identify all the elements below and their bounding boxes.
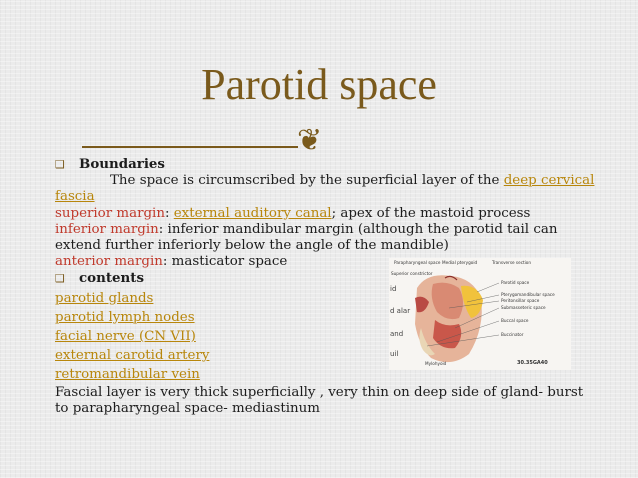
boundaries-heading: Boundaries	[79, 156, 165, 172]
label-pterygomandibular-space: Pterygomandibular space	[501, 292, 555, 297]
figure-code: 30.35GA40	[517, 360, 548, 366]
inferior-margin-label: inferior margin	[55, 221, 159, 237]
leader-line	[477, 283, 499, 292]
side-label: and	[390, 330, 404, 338]
retromandibular-vein-link[interactable]: retromandibular vein	[55, 367, 200, 383]
external-auditory-canal-link[interactable]: external auditory canal	[173, 205, 332, 221]
fascia-link[interactable]: fascia	[55, 189, 95, 205]
anterior-margin-label: anterior margin	[55, 254, 163, 270]
side-label: d alar	[390, 307, 411, 315]
label-transverse-section: Transverse section	[492, 260, 532, 265]
label-peritonsillar-space: Peritonsillar space	[501, 298, 540, 303]
label-parotid-space: Parotid space	[501, 280, 530, 285]
parotid-lymph-nodes-link[interactable]: parotid lymph nodes	[55, 309, 195, 325]
superior-margin-rest: ; apex of the mastoid process	[331, 205, 531, 221]
bullet-icon: ❑	[55, 272, 65, 286]
parotid-glands-link[interactable]: parotid glands	[55, 290, 154, 306]
title-underline	[82, 146, 298, 148]
anterior-margin-rest: : masticator space	[162, 254, 288, 270]
intro-line-2	[55, 189, 595, 205]
parotid-anatomy-figure	[389, 258, 571, 370]
label-superior-constrictor: Superior constrictor	[391, 271, 433, 276]
contents-heading: contents	[79, 270, 144, 287]
boundaries-bullet	[55, 156, 595, 173]
external-carotid-artery-link[interactable]: external carotid artery	[55, 348, 210, 364]
slide-title: Parotid space	[201, 60, 437, 109]
floral-ornament-icon: ❦	[297, 123, 323, 158]
superior-margin-line	[55, 206, 595, 222]
side-label: uil	[390, 350, 399, 358]
label-mylohyoid: Mylohyoid	[425, 361, 447, 366]
deep-cervical-link[interactable]: deep cervical	[503, 173, 595, 189]
label-submasseteric-space: Submasseteric space	[501, 305, 546, 310]
intro-line	[55, 173, 595, 189]
bullet-icon: ❑	[55, 158, 65, 171]
superior-margin-label: superior margin	[55, 205, 165, 221]
inferior-margin-rest: : inferior mandibular margin (although the parotid tail can extend further inferiorly below the angle of the mandible)	[55, 221, 558, 254]
label-buccinator: Buccinator	[501, 332, 524, 337]
label-medial-pterygoid: Medial pterygoid	[442, 260, 478, 265]
anatomy-illustration	[389, 258, 571, 370]
label-buccal-space: Buccal space	[501, 318, 529, 323]
inferior-margin-line	[55, 222, 575, 254]
facial-nerve-link[interactable]: facial nerve (CN VII)	[55, 329, 196, 345]
label-parapharyngeal-space: Parapharyngeal space	[394, 260, 441, 265]
superior-colon: :	[164, 205, 174, 221]
fascia-note: Fascial layer is very thick superficially , very thin on deep side of gland- burst to parapharyngeal space- mediastinum	[55, 384, 584, 416]
intro-text: The space is circumscribed by the superficial layer of the	[110, 173, 504, 189]
side-label: id	[390, 285, 397, 293]
